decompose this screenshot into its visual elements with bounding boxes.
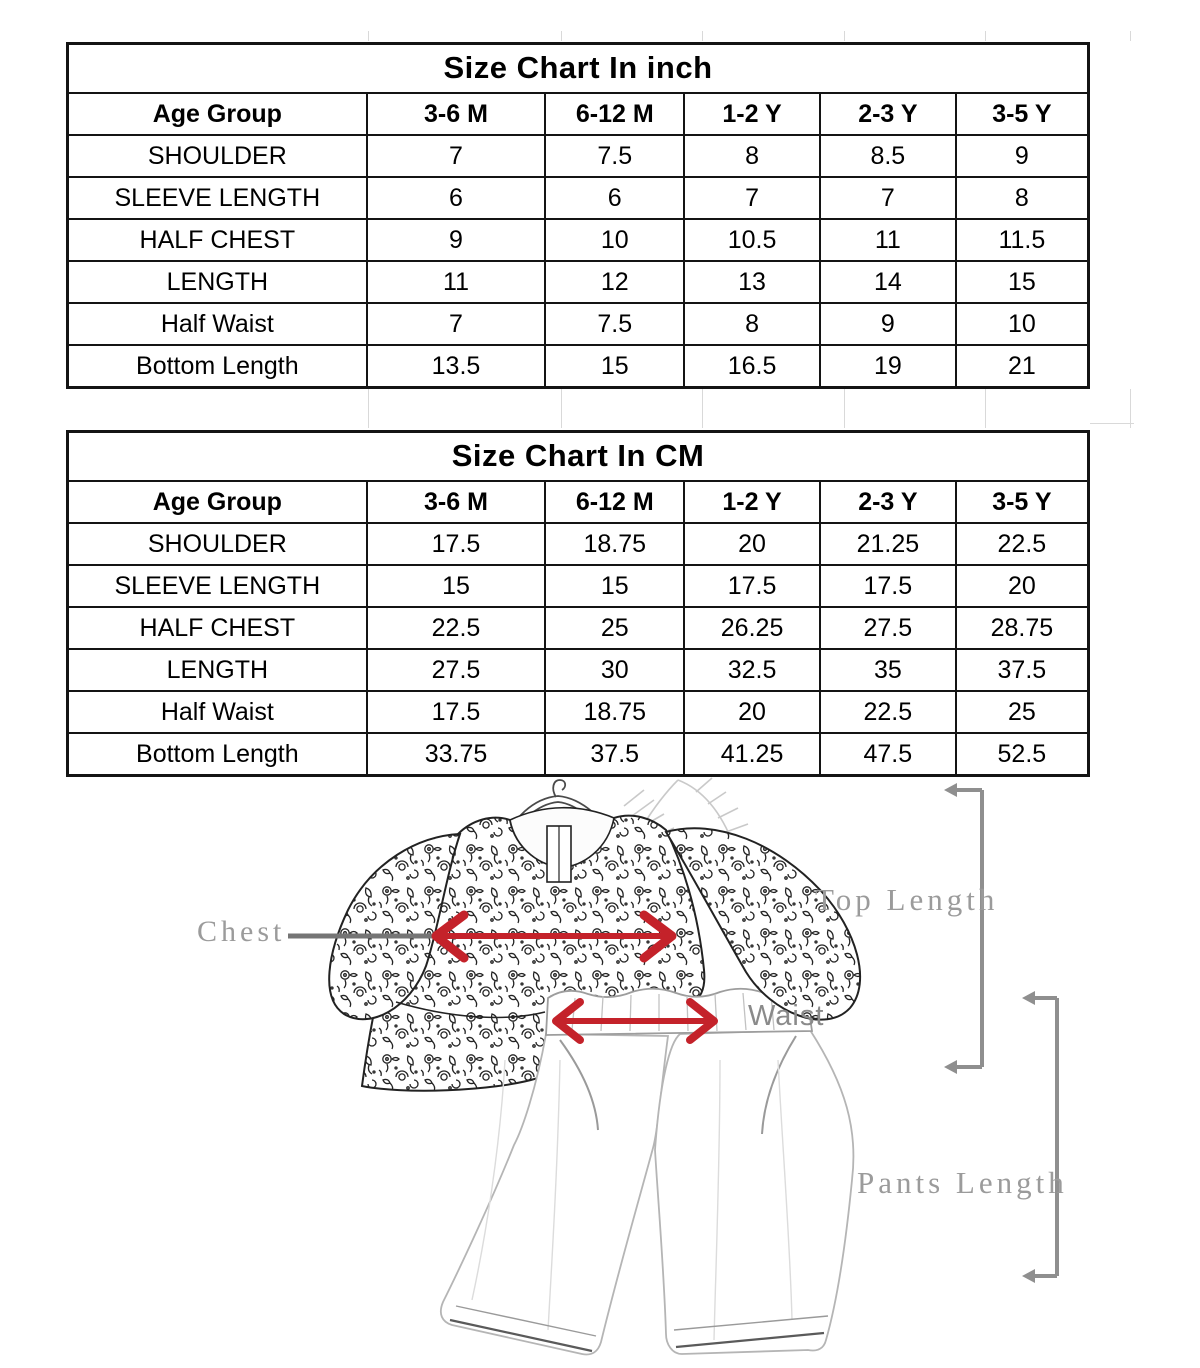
measurement-label: SHOULDER xyxy=(68,523,367,565)
measurement-value: 7 xyxy=(367,303,546,345)
table-row xyxy=(68,733,1089,776)
table-row xyxy=(68,691,1089,733)
measurement-value: 26.25 xyxy=(684,607,820,649)
measurement-value: 17.5 xyxy=(367,523,546,565)
measurement-value: 27.5 xyxy=(820,607,956,649)
measurement-value: 10 xyxy=(956,303,1089,345)
column-header: 3-6 M xyxy=(367,481,546,523)
measurement-diagram xyxy=(0,772,1200,1368)
measurement-label: Bottom Length xyxy=(68,733,367,776)
table-header-row xyxy=(68,481,1089,523)
measurement-value: 19 xyxy=(820,345,956,388)
measurement-label: Half Waist xyxy=(68,303,367,345)
measurement-value: 10 xyxy=(545,219,684,261)
measurement-value: 22.5 xyxy=(820,691,956,733)
pants-length-label: Pants Length xyxy=(857,1165,1068,1200)
gridline xyxy=(844,389,845,428)
measurement-value: 37.5 xyxy=(956,649,1089,691)
column-header: Age Group xyxy=(68,481,367,523)
measurement-label: LENGTH xyxy=(68,649,367,691)
table-title-row xyxy=(68,44,1089,94)
measurement-label: SLEEVE LENGTH xyxy=(68,177,367,219)
measurement-value: 6 xyxy=(545,177,684,219)
measurement-value: 16.5 xyxy=(684,345,820,388)
measurement-value: 11 xyxy=(820,219,956,261)
measurement-label: HALF CHEST xyxy=(68,607,367,649)
gridline xyxy=(368,31,369,41)
measurement-value: 52.5 xyxy=(956,733,1089,776)
column-header: 3-5 Y xyxy=(956,93,1089,135)
column-header: Age Group xyxy=(68,93,367,135)
table-title-row xyxy=(68,432,1089,482)
measurement-value: 18.75 xyxy=(545,691,684,733)
measurement-value: 8 xyxy=(684,135,820,177)
measurement-value: 6 xyxy=(367,177,546,219)
chest-label: Chest xyxy=(197,915,286,948)
table-row xyxy=(68,345,1089,388)
table-row xyxy=(68,649,1089,691)
measurement-value: 15 xyxy=(545,565,684,607)
measurement-value: 17.5 xyxy=(684,565,820,607)
size-chart-cm-table xyxy=(66,430,1090,777)
gridline xyxy=(985,389,986,428)
table-title: Size Chart In inch xyxy=(68,44,1089,94)
gridline xyxy=(702,389,703,428)
table-row xyxy=(68,523,1089,565)
measurement-value: 13.5 xyxy=(367,345,546,388)
size-chart-inch-table xyxy=(66,42,1090,389)
table-row xyxy=(68,135,1089,177)
measurement-value: 17.5 xyxy=(367,691,546,733)
measurement-value: 25 xyxy=(956,691,1089,733)
table-row xyxy=(68,219,1089,261)
measurement-value: 8 xyxy=(956,177,1089,219)
measurement-label: HALF CHEST xyxy=(68,219,367,261)
gridline xyxy=(844,31,845,41)
pants-length-bracket xyxy=(1022,991,1057,1283)
measurement-value: 25 xyxy=(545,607,684,649)
measurement-value: 17.5 xyxy=(820,565,956,607)
measurement-value: 15 xyxy=(367,565,546,607)
measurement-value: 37.5 xyxy=(545,733,684,776)
measurement-value: 33.75 xyxy=(367,733,546,776)
measurement-value: 21 xyxy=(956,345,1089,388)
measurement-value: 7.5 xyxy=(545,135,684,177)
gridline xyxy=(702,31,703,41)
table-row xyxy=(68,565,1089,607)
gridline xyxy=(561,389,562,428)
table-title: Size Chart In CM xyxy=(68,432,1089,482)
measurement-value: 47.5 xyxy=(820,733,956,776)
measurement-label: SHOULDER xyxy=(68,135,367,177)
measurement-value: 8 xyxy=(684,303,820,345)
gridline xyxy=(985,31,986,41)
measurement-value: 20 xyxy=(684,691,820,733)
measurement-value: 7 xyxy=(820,177,956,219)
measurement-value: 18.75 xyxy=(545,523,684,565)
top-length-label: Top Length xyxy=(815,882,999,917)
measurement-label: SLEEVE LENGTH xyxy=(68,565,367,607)
column-header: 6-12 M xyxy=(545,93,684,135)
column-header: 3-6 M xyxy=(367,93,546,135)
measurement-value: 15 xyxy=(956,261,1089,303)
table-row xyxy=(68,303,1089,345)
measurement-value: 9 xyxy=(956,135,1089,177)
waist-label: Waist xyxy=(748,1000,825,1032)
table-row xyxy=(68,261,1089,303)
measurement-value: 35 xyxy=(820,649,956,691)
measurement-value: 14 xyxy=(820,261,956,303)
measurement-value: 22.5 xyxy=(956,523,1089,565)
column-header: 1-2 Y xyxy=(684,481,820,523)
top-length-bracket xyxy=(944,783,982,1074)
column-header: 6-12 M xyxy=(545,481,684,523)
column-header: 2-3 Y xyxy=(820,481,956,523)
measurement-value: 7 xyxy=(367,135,546,177)
measurement-value: 12 xyxy=(545,261,684,303)
column-header: 3-5 Y xyxy=(956,481,1089,523)
measurement-value: 8.5 xyxy=(820,135,956,177)
measurement-value: 28.75 xyxy=(956,607,1089,649)
measurement-label: Bottom Length xyxy=(68,345,367,388)
measurement-value: 15 xyxy=(545,345,684,388)
measurement-value: 20 xyxy=(684,523,820,565)
measurement-value: 41.25 xyxy=(684,733,820,776)
gridline xyxy=(1090,423,1134,424)
measurement-value: 9 xyxy=(367,219,546,261)
column-header: 1-2 Y xyxy=(684,93,820,135)
measurement-label: LENGTH xyxy=(68,261,367,303)
measurement-value: 30 xyxy=(545,649,684,691)
gridline xyxy=(561,31,562,41)
measurement-value: 9 xyxy=(820,303,956,345)
table-row xyxy=(68,177,1089,219)
measurement-value: 32.5 xyxy=(684,649,820,691)
table-header-row xyxy=(68,93,1089,135)
gridline xyxy=(368,389,369,428)
column-header: 2-3 Y xyxy=(820,93,956,135)
measurement-label: Half Waist xyxy=(68,691,367,733)
gridline xyxy=(1130,31,1131,41)
table-row xyxy=(68,607,1089,649)
measurement-value: 20 xyxy=(956,565,1089,607)
measurement-value: 10.5 xyxy=(684,219,820,261)
measurement-value: 11 xyxy=(367,261,546,303)
measurement-value: 7 xyxy=(684,177,820,219)
measurement-value: 11.5 xyxy=(956,219,1089,261)
measurement-value: 13 xyxy=(684,261,820,303)
measurement-value: 27.5 xyxy=(367,649,546,691)
measurement-value: 21.25 xyxy=(820,523,956,565)
measurement-value: 7.5 xyxy=(545,303,684,345)
measurement-value: 22.5 xyxy=(367,607,546,649)
